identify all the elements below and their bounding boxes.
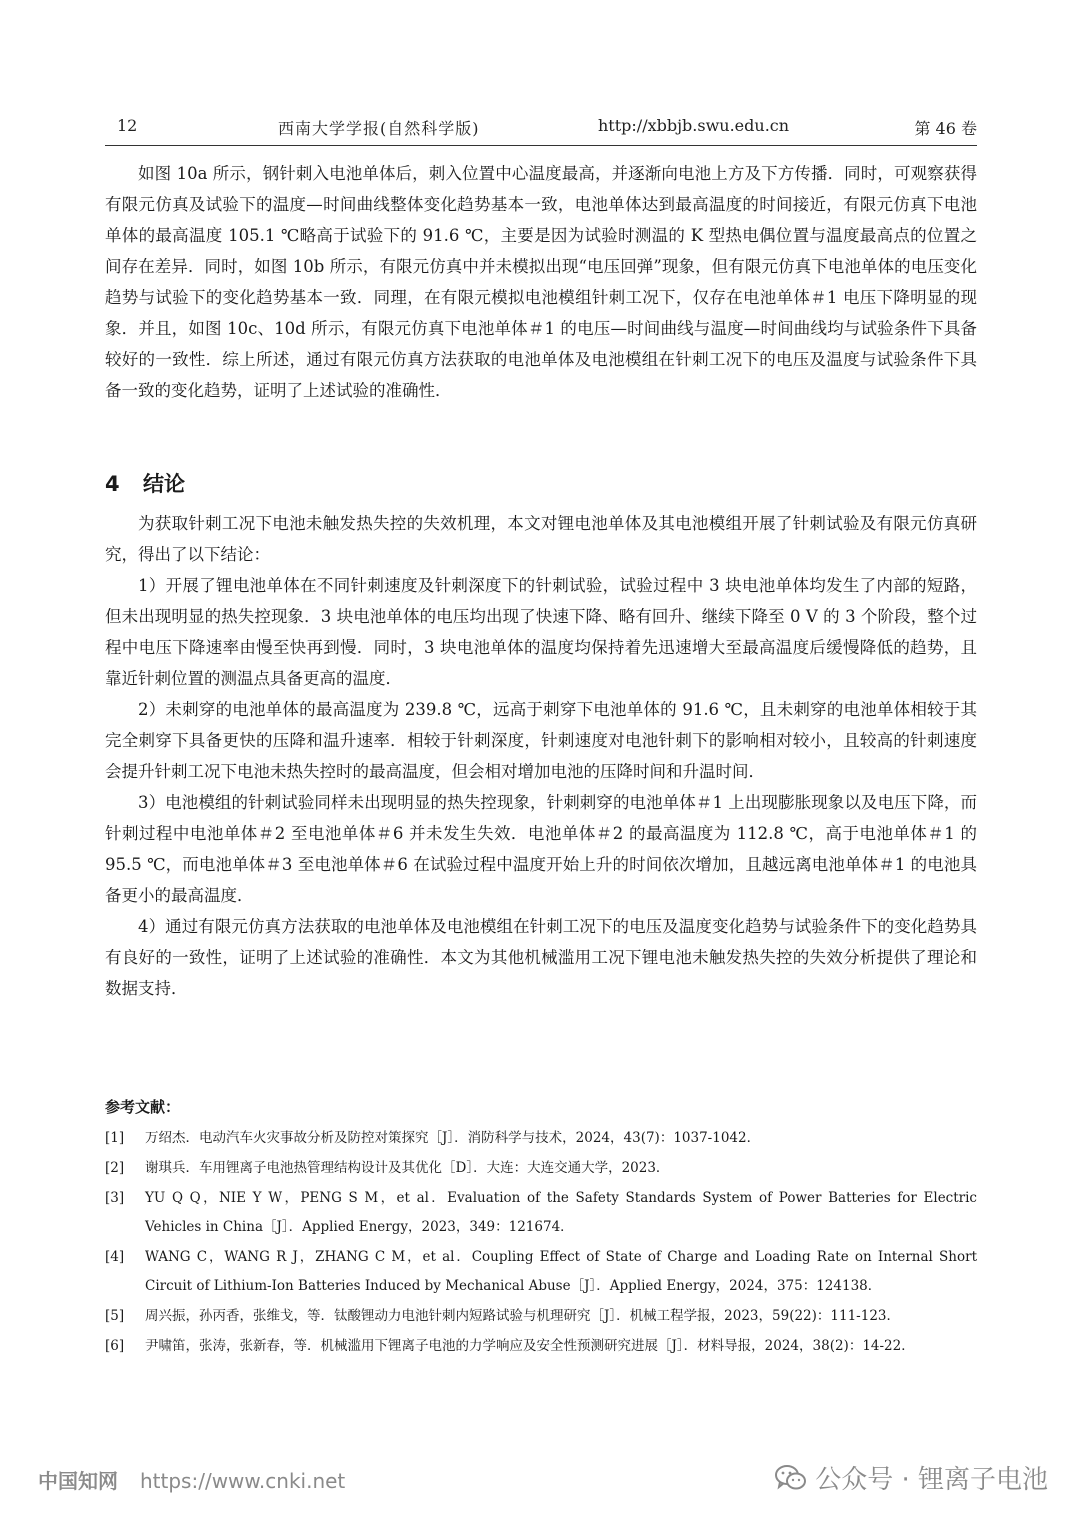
section-number: 4 [105,472,120,496]
section-title: 结论 [143,472,185,496]
reference-number: [6] [105,1338,125,1354]
reference-item [105,1302,977,1331]
volume-label: 第 46 卷 [914,119,977,138]
reference-item [105,1184,977,1242]
reference-text: 谢琪兵．车用锂离子电池热管理结构设计及其优化［D］．大连：大连交通大学，2023． [145,1160,670,1176]
references-heading: 参考文献： [105,1098,181,1116]
conclusion-item: 4）通过有限元仿真方法获取的电池单体及电池模组在针刺工况下的电压及温度变化趋势与试验条件下的变化趋势具有良好的一致性，证明了上述试验的准确性．本文为其他机械滥用工况下锂电池未触发热失控的失效分析提供了理论和数据支持． [105,917,977,998]
reference-item [105,1154,977,1183]
reference-number: [3] [105,1190,125,1206]
reference-number: [1] [105,1130,125,1146]
journal-name: 西南大学学报(自然科学版) [278,119,480,138]
page-number: 12 [117,116,138,135]
wechat-label: 公众号 · 锂离子电池 [815,1465,1048,1495]
conclusion-body [105,508,977,1004]
cnki-name: 中国知网 [38,1469,118,1493]
cnki-url[interactable]: https://www.cnki.net [140,1469,346,1493]
intro-paragraph: 如图 10a 所示，钢针刺入电池单体后，刺入位置中心温度最高，并逐渐向电池上方及下方传播．同时，可观察获得有限元仿真及试验下的温度—时间曲线整体变化趋势基本一致，电池单体达到最高温度的时间接近，有限元仿真下电池单体的最高温度 105.1 ℃略高于试验下的 91.6 ℃，主要是因为试验时测温的 K 型热电偶位置与温度最高点的位置之间存在差异．同时，如图 10b 所示，有限元仿真中并未模拟出现“电压回弹”现象，但有限元仿真下电池单体的电压变化趋势与试验下的变化趋势基本一致．同理，在有限元模拟电池模组针刺工况下，仅存在电池单体＃1 电压下降明显的现象．并且，如图 10c、10d 所示，有限元仿真下电池单体＃1 的电压—时间曲线与温度—时间曲线均与试验条件下具备较好的一致性．综上所述，通过有限元仿真方法获取的电池单体及电池模组在针刺工况下的电压及温度与试验条件下具备一致的变化趋势，证明了上述试验的准确性． [105,164,977,400]
reference-item [105,1332,977,1361]
reference-number: [2] [105,1160,125,1176]
reference-number: [4] [105,1249,125,1265]
reference-item [105,1243,977,1301]
reference-number: [5] [105,1308,125,1324]
wechat-watermark [775,1459,1048,1496]
conclusion-item: 1）开展了锂电池单体在不同针刺速度及针刺深度下的针刺试验，试验过程中 3 块电池单体均发生了内部的短路，但未出现明显的热失控现象．3 块电池单体的电压均出现了快速下降、略有回升、继续下降至 0 V 的 3 个阶段，整个过程中电压下降速率由慢至快再到慢．同时，3 块电池单体的温度均保持着先迅速增大至最高温度后缓慢降低的趋势，且靠近针刺位置的测温点具备更高的温度． [105,576,977,688]
header-divider [105,145,977,146]
section-heading [105,468,185,498]
conclusion-item: 3）电池模组的针刺试验同样未出现明显的热失控现象，针刺刺穿的电池单体＃1 上出现膨胀现象以及电压下降，而针刺过程中电池单体＃2 至电池单体＃6 并未发生失效．电池单体＃2 的最高温度为 112.8 ℃，高于电池单体＃1 的 95.5 ℃，而电池单体＃3 至电池单体＃6 在试验过程中温度开始上升的时间依次增加，且越远离电池单体＃1 的电池具备更小的最高温度． [105,793,977,905]
wechat-icon [775,1464,807,1492]
reference-list [105,1124,977,1362]
reference-text: 周兴振，孙丙香，张维戈，等．钛酸锂动力电池针刺内短路试验与机理研究［J］．机械工程学报，2023，59(22)：111-123． [145,1308,901,1324]
conclusion-intro: 为获取针刺工况下电池未触发热失控的失效机理，本文对锂电池单体及其电池模组开展了针刺试验及有限元仿真研究，得出了以下结论： [105,514,977,564]
reference-text: 万绍杰．电动汽车火灾事故分析及防控对策探究［J］．消防科学与技术，2024，43(7)：1037-1042． [145,1130,761,1146]
reference-item [105,1124,977,1153]
cnki-watermark [38,1465,345,1494]
reference-text: WANG C，WANG R J，ZHANG C M，et al．Coupling Effect of State of Charge and Loading Rate on Internal Short Circuit of Lithium-Ion Batteries Induced by Mechanical Abuse［J］．Applied Energy，2024，375：124138． [145,1249,977,1294]
journal-url[interactable]: http://xbbjb.swu.edu.cn [598,116,790,135]
reference-text: YU Q Q，NIE Y W，PENG S M，et al．Evaluation of the Safety Standards System of Power Batteries for Electric Vehicles in China［J］．Applied Energy，2023，349：121674． [145,1190,977,1235]
reference-text: 尹啸笛，张涛，张新春，等．机械滥用下锂离子电池的力学响应及安全性预测研究进展［J］．材料导报，2024，38(2)：14-22． [145,1338,915,1354]
conclusion-item: 2）未刺穿的电池单体的最高温度为 239.8 ℃，远高于刺穿下电池单体的 91.6 ℃，且未刺穿的电池单体相较于其完全刺穿下具备更快的压降和温升速率．相较于针刺深度，针刺速度对电池针刺下的影响相对较小，且较高的针刺速度会提升针刺工况下电池未热失控时的最高温度，但会相对增加电池的压降时间和升温时间． [105,700,977,781]
running-header [105,112,977,142]
results-discussion [105,158,977,406]
